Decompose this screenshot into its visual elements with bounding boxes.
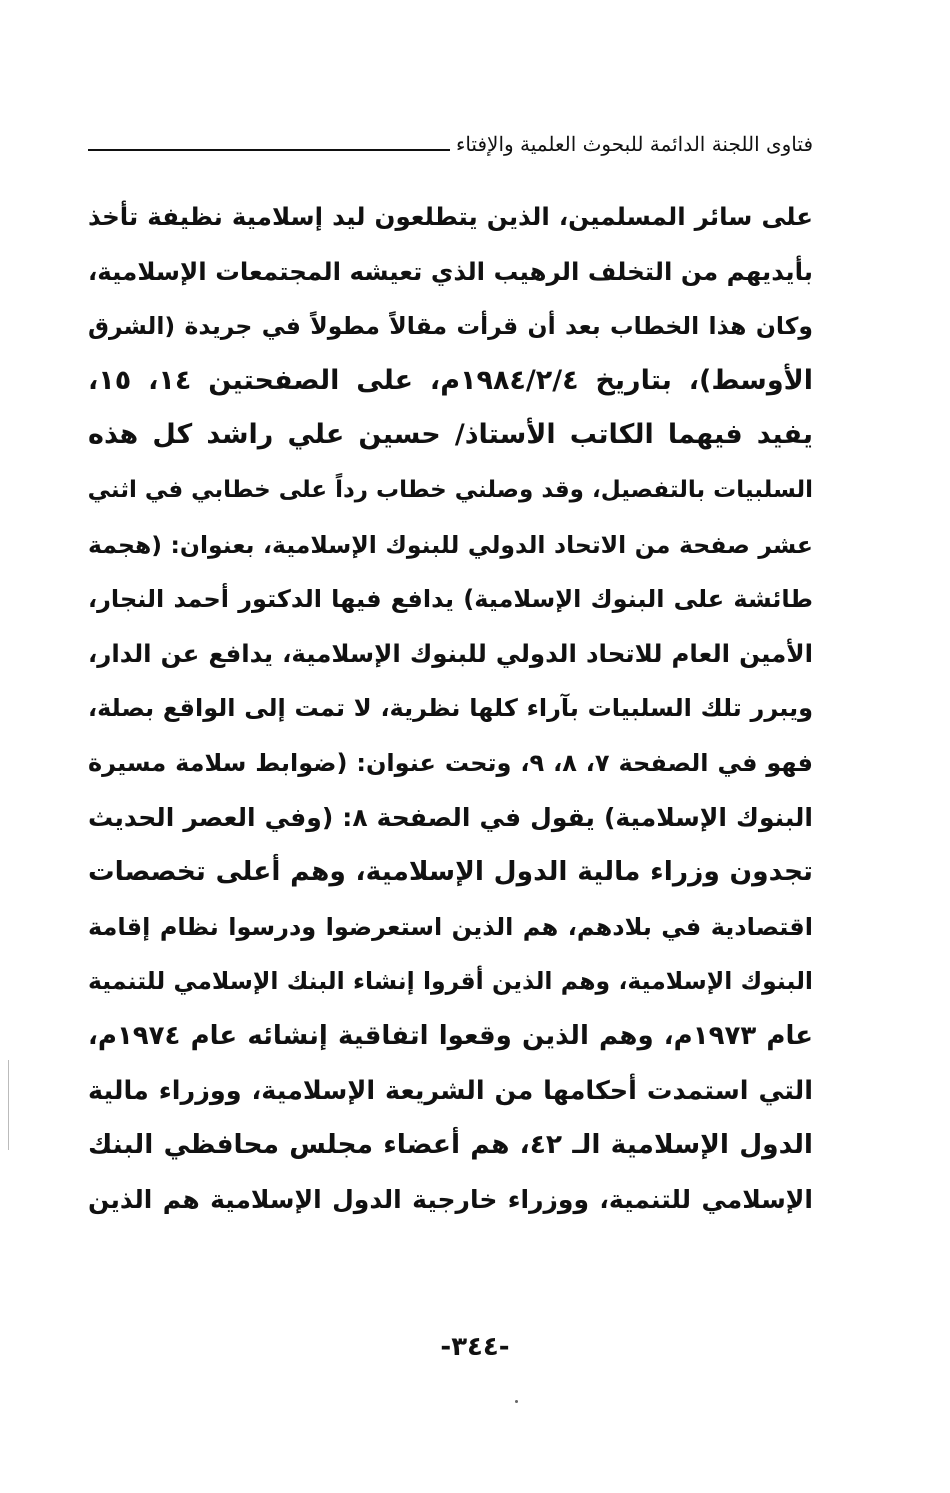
text-line-4: الأوسط)، بتاريخ ١٩٨٤/٢/٤م، على الصفحتين ١٤، ١٥، — [88, 364, 813, 396]
body-text — [88, 190, 813, 1227]
header-title: فتاوى اللجنة الدائمة للبحوث العلمية والإفتاء — [455, 132, 813, 156]
text-line-13: تجدون وزراء مالية الدول الإسلامية، وهم أعلى تخصصات — [88, 856, 813, 888]
text-line-2: بأيديهم من التخلف الرهيب الذي تعيشه المجتمعات الإسلامية، — [88, 256, 813, 286]
text-line-5: يفيد فيهما الكاتب الأستاذ/ حسين علي راشد كل هذه — [88, 419, 813, 451]
text-line-17: التي استمدت أحكامها من الشريعة الإسلامية، ووزراء مالية — [88, 1075, 813, 1106]
text-line-18: الدول الإسلامية الـ ٤٢، هم أعضاء مجلس محافظي البنك — [88, 1129, 813, 1161]
scan-speck — [515, 1400, 518, 1403]
text-line-6: السلبيات بالتفصيل، وقد وصلني خطاب رداً على خطابي في اثني — [88, 476, 813, 503]
text-line-12: البنوك الإسلامية) يقول في الصفحة ٨: (وفي العصر الحديث — [88, 802, 813, 832]
text-line-16: عام ١٩٧٣م، وهم الذين وقعوا اتفاقية إنشائه عام ١٩٧٤م، — [88, 1020, 813, 1051]
text-line-19: الإسلامي للتنمية، ووزراء خارجية الدول الإسلامية هم الذين — [88, 1184, 813, 1214]
text-line-14: اقتصادية في بلادهم، هم الذين استعرضوا ودرسوا نظام إقامة — [88, 912, 813, 941]
scan-edge-mark — [8, 1060, 9, 1150]
text-line-11: فهو في الصفحة ٧، ٨، ٩، وتحت عنوان: (ضوابط سلامة مسيرة — [88, 748, 813, 777]
text-line-9: الأمين العام للاتحاد الدولي للبنوك الإسلامية، يدافع عن الدار، — [88, 638, 813, 668]
page-number: -٣٤٤- — [440, 1332, 510, 1362]
text-line-8: طائشة على البنوك الإسلامية) يدافع فيها الدكتور أحمد النجار، — [88, 585, 813, 614]
text-line-1: على سائر المسلمين، الذين يتطلعون ليد إسلامية نظيفة تأخذ — [88, 202, 813, 231]
text-line-10: ويبرر تلك السلبيات بآراء كلها نظرية، لا تمت إلى الواقع بصلة، — [88, 694, 813, 723]
text-line-15: البنوك الإسلامية، وهم الذين أقروا إنشاء البنك الإسلامي للتنمية — [88, 967, 813, 996]
text-line-7: عشر صفحة من الاتحاد الدولي للبنوك الإسلامية، بعنوان: (هجمة — [88, 530, 813, 559]
header-rule — [88, 149, 450, 151]
text-line-3: وكان هذا الخطاب بعد أن قرأت مقالاً مطولاً في جريدة (الشرق — [88, 312, 813, 341]
running-header — [88, 118, 813, 158]
